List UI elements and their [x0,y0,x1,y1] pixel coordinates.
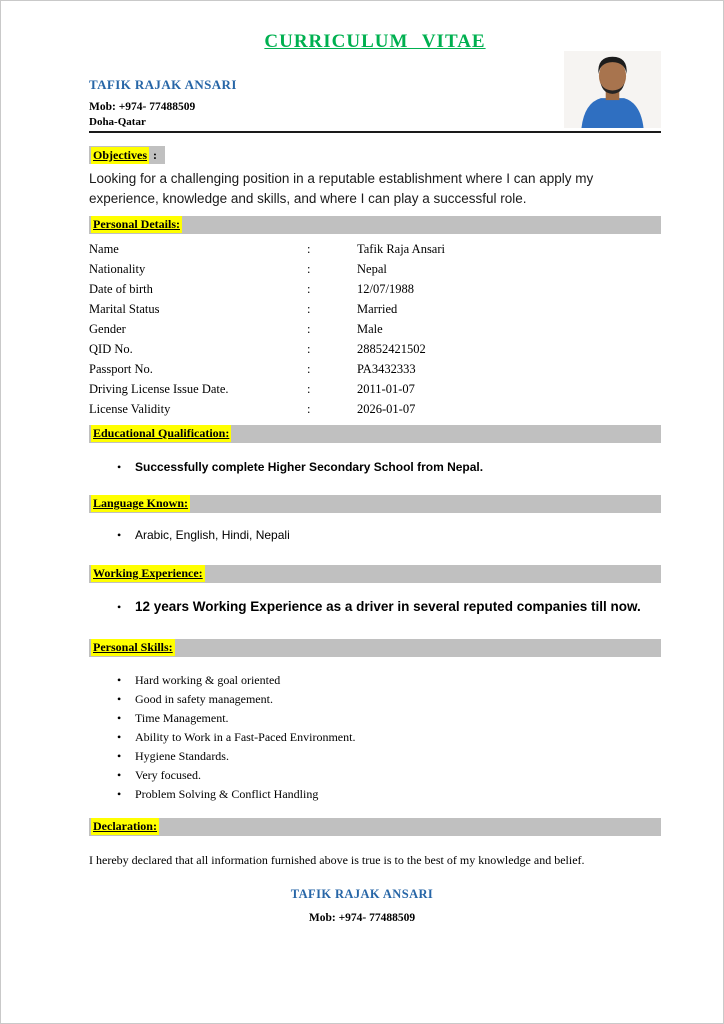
skills-list [89,671,661,804]
table-row: Name : Tafik Raja Ansari [89,241,445,256]
objectives-colon: : [152,147,157,162]
table-row: License Validity : 2026-01-07 [89,401,416,416]
bullet-icon: • [117,767,122,782]
list-item: • Good in safety management. [89,690,661,709]
header-name: TAFIK RAJAK ANSARI [89,77,237,92]
bullet-icon: • [117,748,122,763]
table-row: Marital Status : Married [89,301,398,316]
bullet-icon: • [117,672,122,687]
section-heading-education: Educational Qualification: [89,425,661,443]
section-heading-declaration: Declaration: [89,818,661,836]
list-item: • Problem Solving & Conflict Handling [89,785,661,804]
cv-content [1,1,723,868]
bullet-icon: • [117,599,122,614]
list-item: • Ability to Work in a Fast-Paced Environment. [89,728,661,747]
section-heading-experience: Working Experience: [89,565,661,583]
footer-name: TAFIK RAJAK ANSARI [290,887,434,901]
bullet-icon: • [117,691,122,706]
section-heading-objectives: Objectives : [89,146,165,164]
table-row: Date of birth : 12/07/1988 [89,281,414,296]
footer-mobile: Mob: +974- 77488509 [308,912,416,924]
table-row: QID No. : 28852421502 [89,341,426,356]
list-item: • Hygiene Standards. [89,747,661,766]
personal-details-table [89,239,661,419]
section-heading-personal-details: Personal Details: [89,216,661,234]
list-item: • Hard working & goal oriented [89,671,661,690]
declaration-text: I hereby declared that all information furnished above is true is to the best of my knowledge and belief. [89,852,585,867]
person-photo-graphic [564,51,661,128]
bullet-icon: • [117,710,122,725]
header-divider [89,131,661,133]
list-item: • Very focused. [89,766,661,785]
bullet-icon: • [117,786,122,801]
page-title: CURRICULUM VITAE [264,31,486,52]
section-heading-languages: Language Known: [89,495,661,513]
profile-photo [564,51,661,128]
bullet-icon: • [117,729,122,744]
table-row: Passport No. : PA3432333 [89,361,416,376]
objective-text: Looking for a challenging position in a reputable establishment where I can apply my experience, knowledge and skills, and where I can play a successful role. [89,171,594,207]
bullet-icon: • [117,459,122,474]
list-item: • Time Management. [89,709,661,728]
table-row: Nationality : Nepal [89,261,387,276]
table-row: Driving License Issue Date. : 2011-01-07 [89,381,415,396]
header-location: Doha-Qatar [89,116,146,128]
bullet-icon: • [117,527,122,542]
list-item: • Successfully complete Higher Secondary School from Nepal. [117,459,484,474]
table-row: Gender : Male [89,321,383,336]
list-item: • 12 years Working Experience as a driver in several reputed companies till now. [117,598,641,614]
header-block [89,77,661,128]
header-mobile: Mob: +974- 77488509 [89,101,196,113]
list-item: • Arabic, English, Hindi, Nepali [117,527,290,542]
section-heading-skills: Personal Skills: [89,639,661,657]
footer-signature-block [1,887,723,924]
